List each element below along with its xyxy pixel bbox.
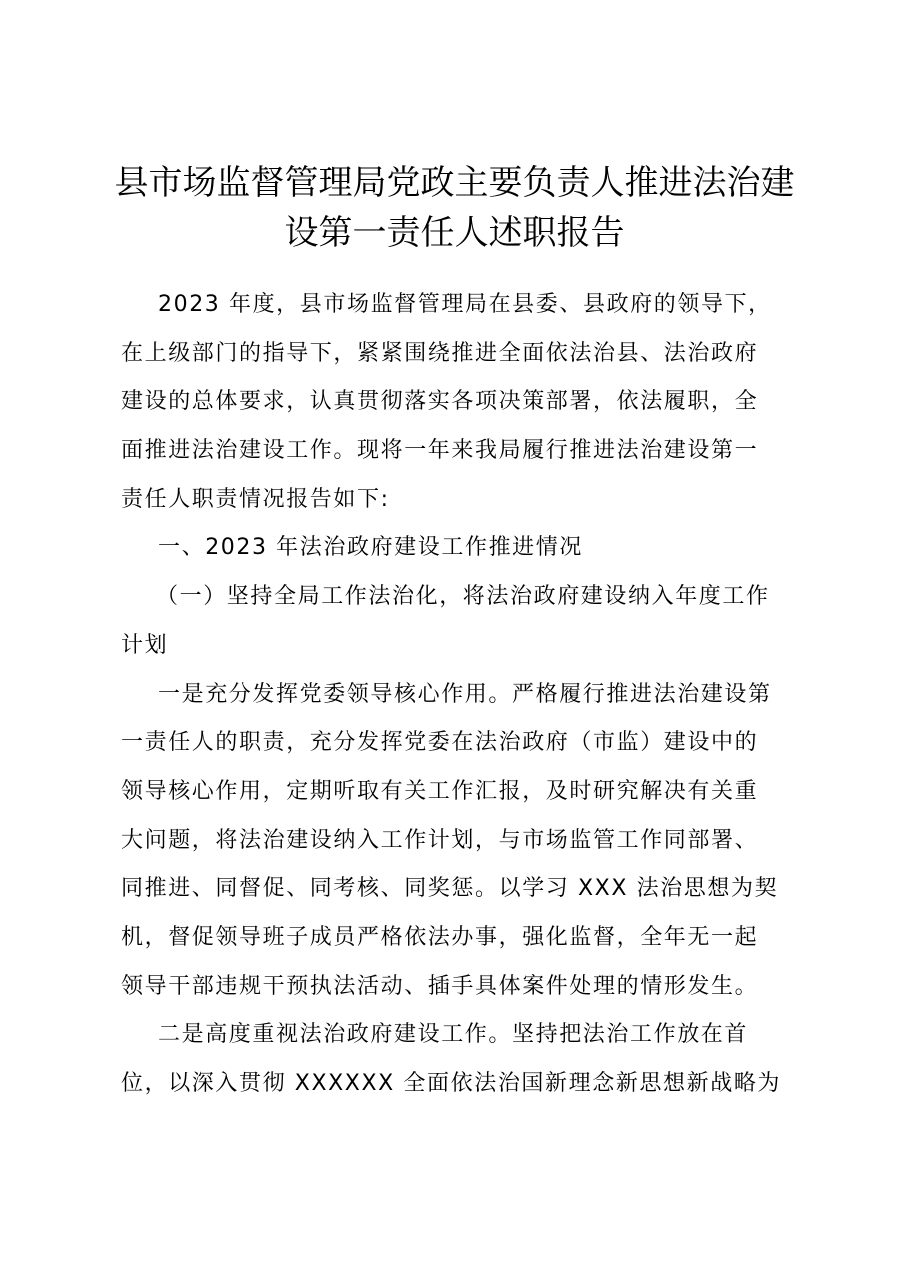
subsection-heading-1-line-2: 计划: [121, 632, 169, 658]
document-title: [100, 158, 809, 258]
paragraph-intro-line-4: 面推进法治建设工作。现将一年来我局履行推进法治建设第一: [121, 438, 759, 464]
paragraph-intro-line-1: 2023 年度，县市场监督管理局在县委、县政府的领导下，: [158, 292, 772, 317]
document-body: [121, 281, 797, 1109]
paragraph-point-1-line-7: 领导干部违规干预执法活动、插手具体案件处理的情形发生。: [121, 973, 759, 999]
paragraph-point-1-line-2: 一责任人的职责，充分发挥党委在法治政府（市监）建设中的: [121, 730, 759, 756]
section-heading-1: 一、2023 年法治政府建设工作推进情况: [158, 535, 583, 561]
title-line-1: 县市场监督管理局党政主要负责人推进法治建: [114, 163, 795, 203]
paragraph-intro-line-5: 责任人职责情况报告如下:: [121, 486, 390, 512]
paragraph-point-2-line-2: 位，以深入贯彻 XXXXXX 全面依法治国新理念新思想新战略为: [121, 1071, 782, 1096]
subsection-heading-1-line-1: （一）坚持全局工作法治化，将法治政府建设纳入年度工作: [156, 584, 770, 610]
paragraph-intro-line-3: 建设的总体要求，认真贯彻落实各项决策部署，依法履职，全: [121, 389, 759, 415]
paragraph-point-1-line-4: 大问题，将法治建设纳入工作计划，与市场监管工作同部署、: [121, 827, 759, 853]
paragraph-point-1-line-5: 同推进、同督促、同考核、同奖惩。以学习 XXX 法治思想为契: [121, 876, 779, 902]
paragraph-point-1-line-6: 机，督促领导班子成员严格依法办事，强化监督，全年无一起: [121, 924, 759, 950]
paragraph-point-1-line-3: 领导核心作用，定期听取有关工作汇报，及时研究解决有关重: [121, 778, 759, 804]
paragraph-intro-line-2: 在上级部门的指导下，紧紧围绕推进全面依法治县、法治政府: [121, 340, 759, 366]
paragraph-point-2-line-1: 二是高度重视法治政府建设工作。坚持把法治工作放在首: [158, 1022, 749, 1048]
title-line-2: 设第一责任人述职报告: [284, 213, 625, 253]
paragraph-point-1-line-1: 一是充分发挥党委领导核心作用。严格履行推进法治建设第: [158, 681, 772, 707]
